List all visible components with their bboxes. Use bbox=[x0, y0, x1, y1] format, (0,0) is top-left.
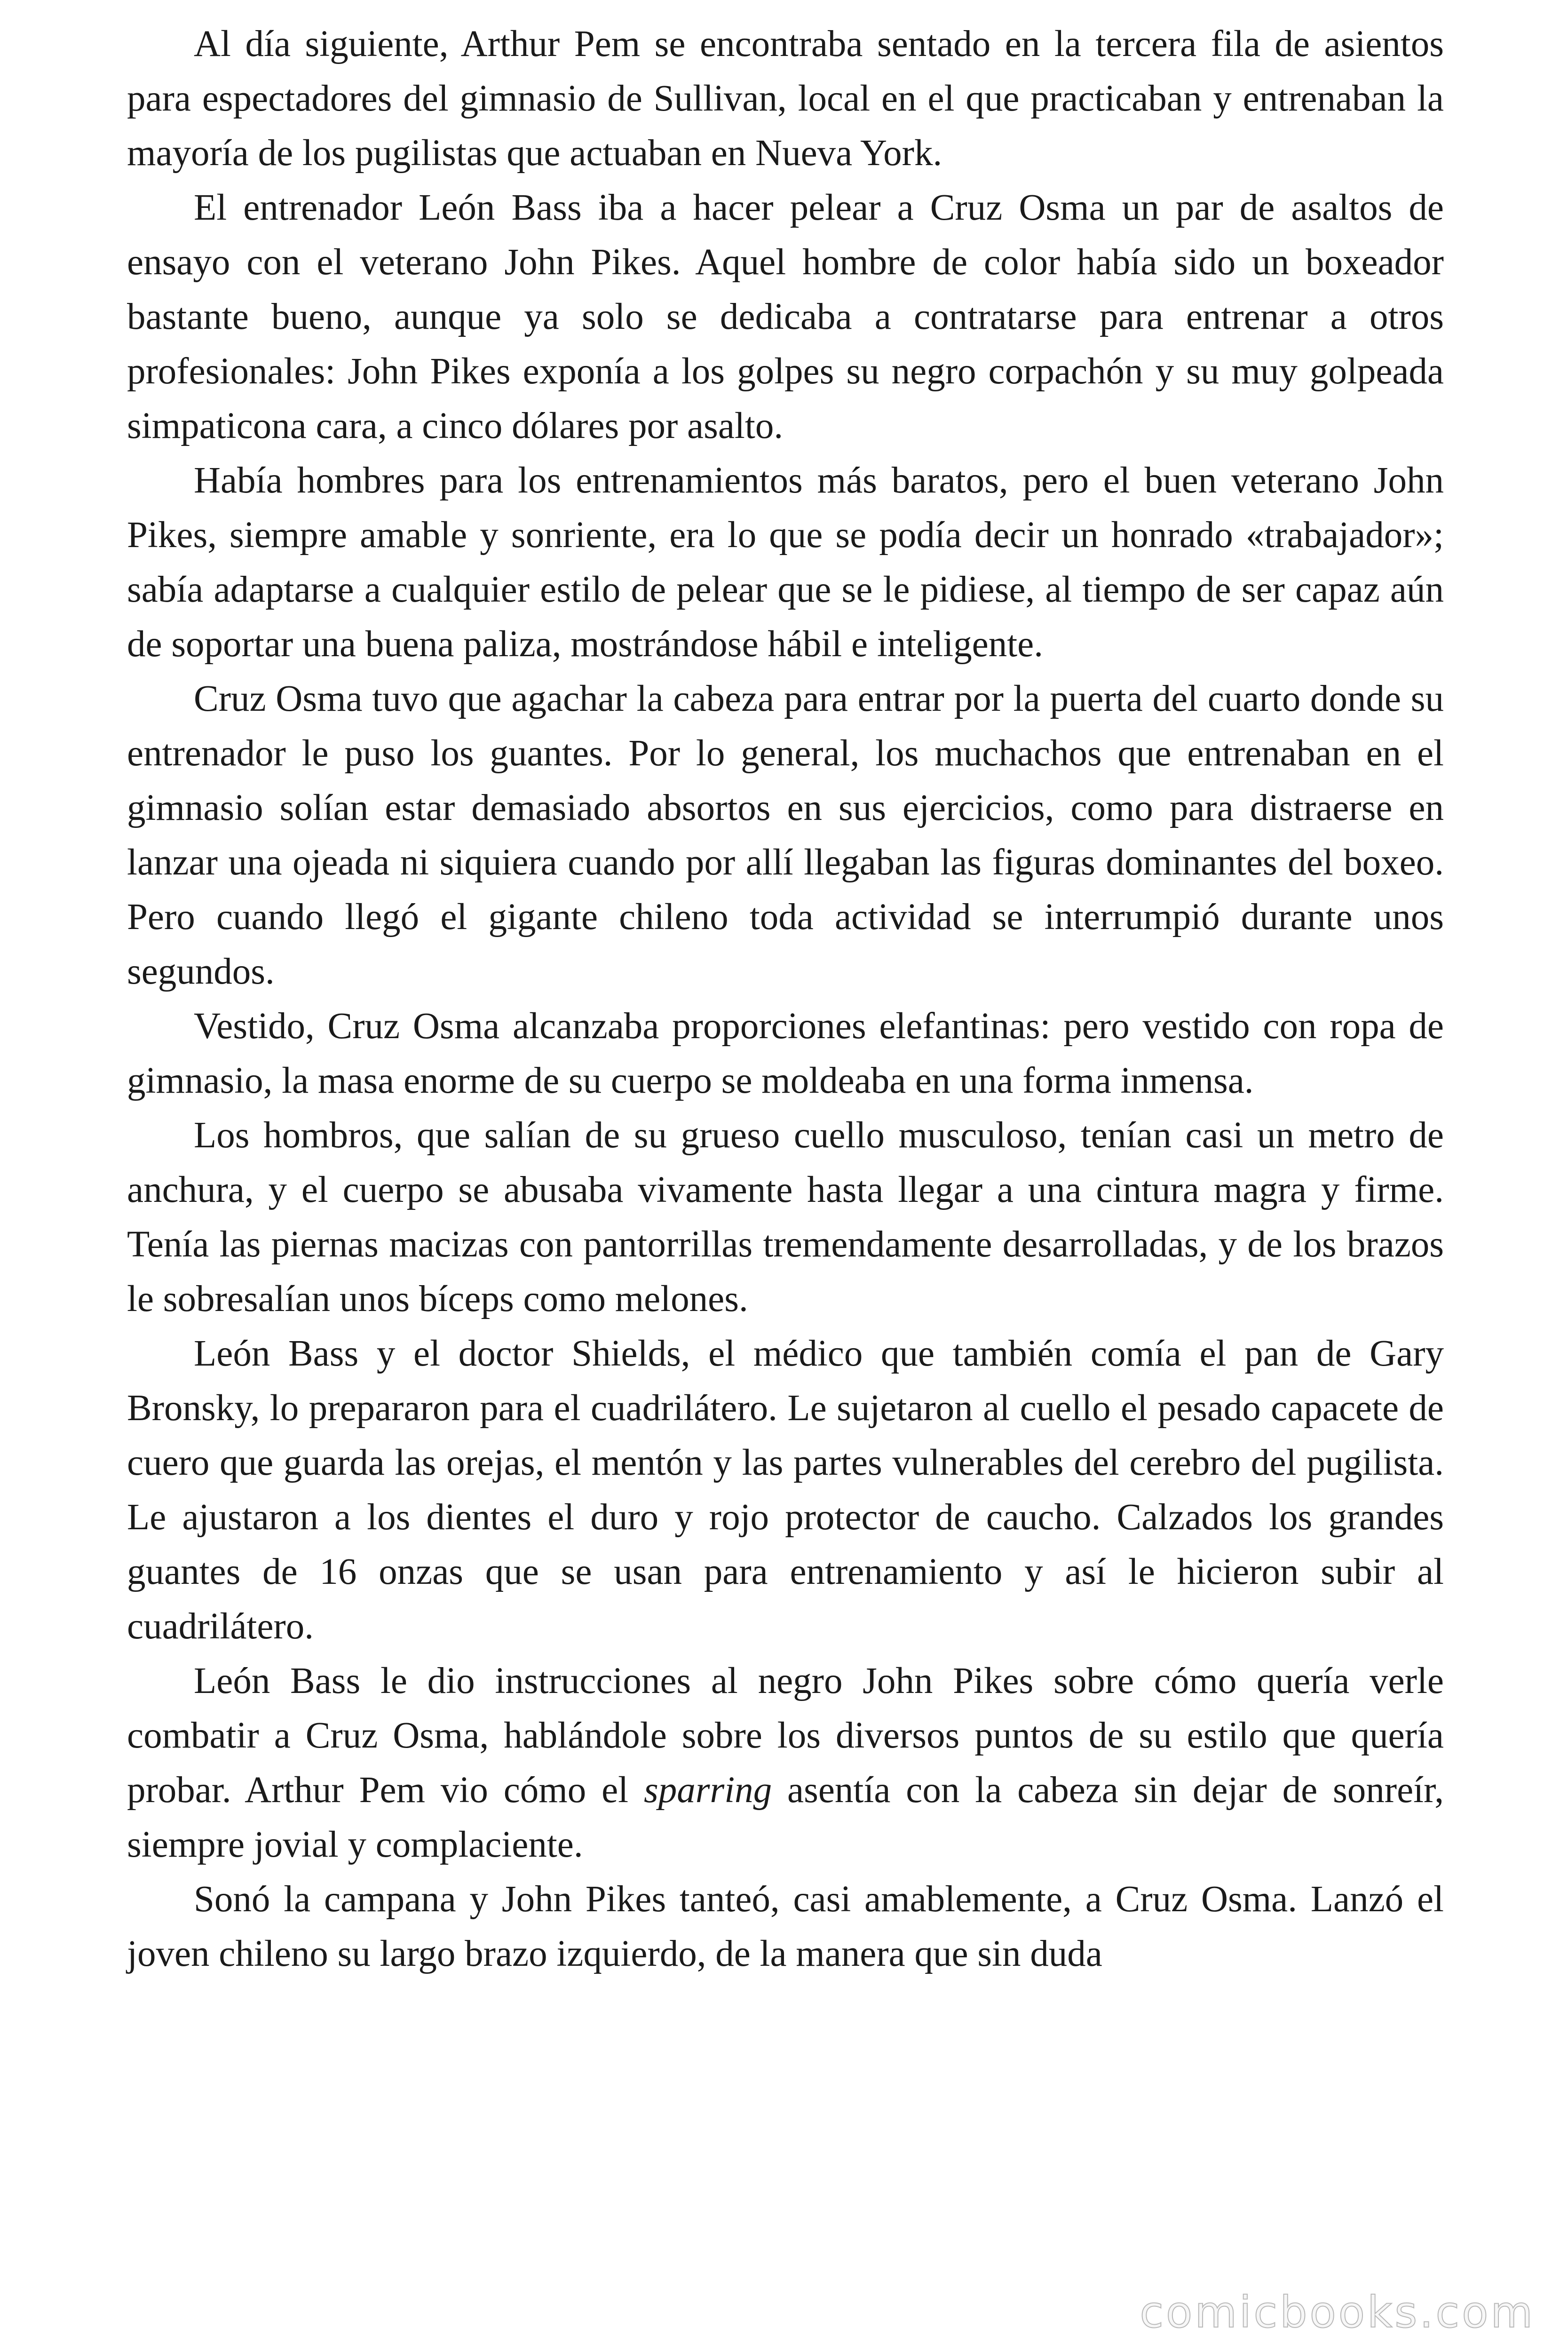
paragraph-4: Cruz Osma tuvo que agachar la cabeza para entrar por la puerta del cuarto donde su entrenador le puso los guantes. Por lo general, los muchachos que entrenaban en el gimnasio solían estar demasiado absortos en sus ejercicios, como para distraerse en lanzar una ojeada ni siquiera cuando por allí llegaban las figuras dominantes del boxeo. Pero cuando llegó el gigante chileno toda actividad se interrumpió durante unos segundos. bbox=[127, 678, 1444, 992]
paragraph-2: El entrenador León Bass iba a hacer pelear a Cruz Osma un par de asaltos de ensayo con el veterano John Pikes. Aquel hombre de color había sido un boxeador bastante bueno, aunque ya solo se dedicaba a contratarse para entrenar a otros profesionales: John Pikes exponía a los golpes su negro corpachón y su muy golpeada simpaticona cara, a cinco dólares por asalto. bbox=[127, 187, 1444, 446]
paragraph-6: Los hombros, que salían de su grueso cuello musculoso, tenían casi un metro de anchura, y el cuerpo se abusaba vivamente hasta llegar a una cintura magra y firme. Tenía las piernas macizas con pantorrillas tremendamente desarrolladas, y de los brazos le sobresalían unos bíceps como melones. bbox=[127, 1115, 1444, 1319]
paragraph-8-text-before: León Bass le dio instrucciones al negro John Pikes sobre cómo quería verle combatir a Cruz Osma, hablándole sobre los diversos puntos de su estilo que quería probar. Arthur Pem vio cómo el bbox=[127, 1661, 1444, 1811]
paragraph-9: Sonó la campana y John Pikes tanteó, casi amablemente, a Cruz Osma. Lanzó el joven chileno su largo brazo izquierdo, de la manera que sin duda bbox=[127, 1879, 1444, 1974]
paragraph-8-italic-term: sparring bbox=[644, 1770, 772, 1811]
paragraph-5: Vestido, Cruz Osma alcanzaba proporciones elefantinas: pero vestido con ropa de gimnasio, la masa enorme de su cuerpo se moldeaba en una forma inmensa. bbox=[127, 1006, 1444, 1101]
paragraph-1: Al día siguiente, Arthur Pem se encontraba sentado en la tercera fila de asientos para espectadores del gimnasio de Sullivan, local en el que practicaban y entrenaban la mayoría de los pugilistas que actuaban en Nueva York. bbox=[127, 24, 1444, 174]
watermark: comicbooks.com bbox=[1140, 2287, 1535, 2337]
paragraph-8-text-after: asentía con la cabeza sin dejar de sonreír, siempre jovial y complaciente. bbox=[127, 1770, 1444, 1865]
paragraph-8 bbox=[127, 1654, 1444, 1872]
paragraph-7: León Bass y el doctor Shields, el médico que también comía el pan de Gary Bronsky, lo prepararon para el cuadrilátero. Le sujetaron al cuello el pesado capacete de cuero que guarda las orejas, el mentón y las partes vulnerables del cerebro del pugilista. Le ajustaron a los dientes el duro y rojo protector de caucho. Calzados los grandes guantes de 16 onzas que se usan para entrenamiento y así le hicieron subir al cuadrilátero. bbox=[127, 1333, 1444, 1647]
paragraph-3: Había hombres para los entrenamientos más baratos, pero el buen veterano John Pikes, siempre amable y sonriente, era lo que se podía decir un honrado «trabajador»; sabía adaptarse a cualquier estilo de pelear que se le pidiese, al tiempo de ser capaz aún de soportar una buena paliza, mostrándose hábil e inteligente. bbox=[127, 460, 1444, 665]
page-text bbox=[127, 17, 1444, 1981]
